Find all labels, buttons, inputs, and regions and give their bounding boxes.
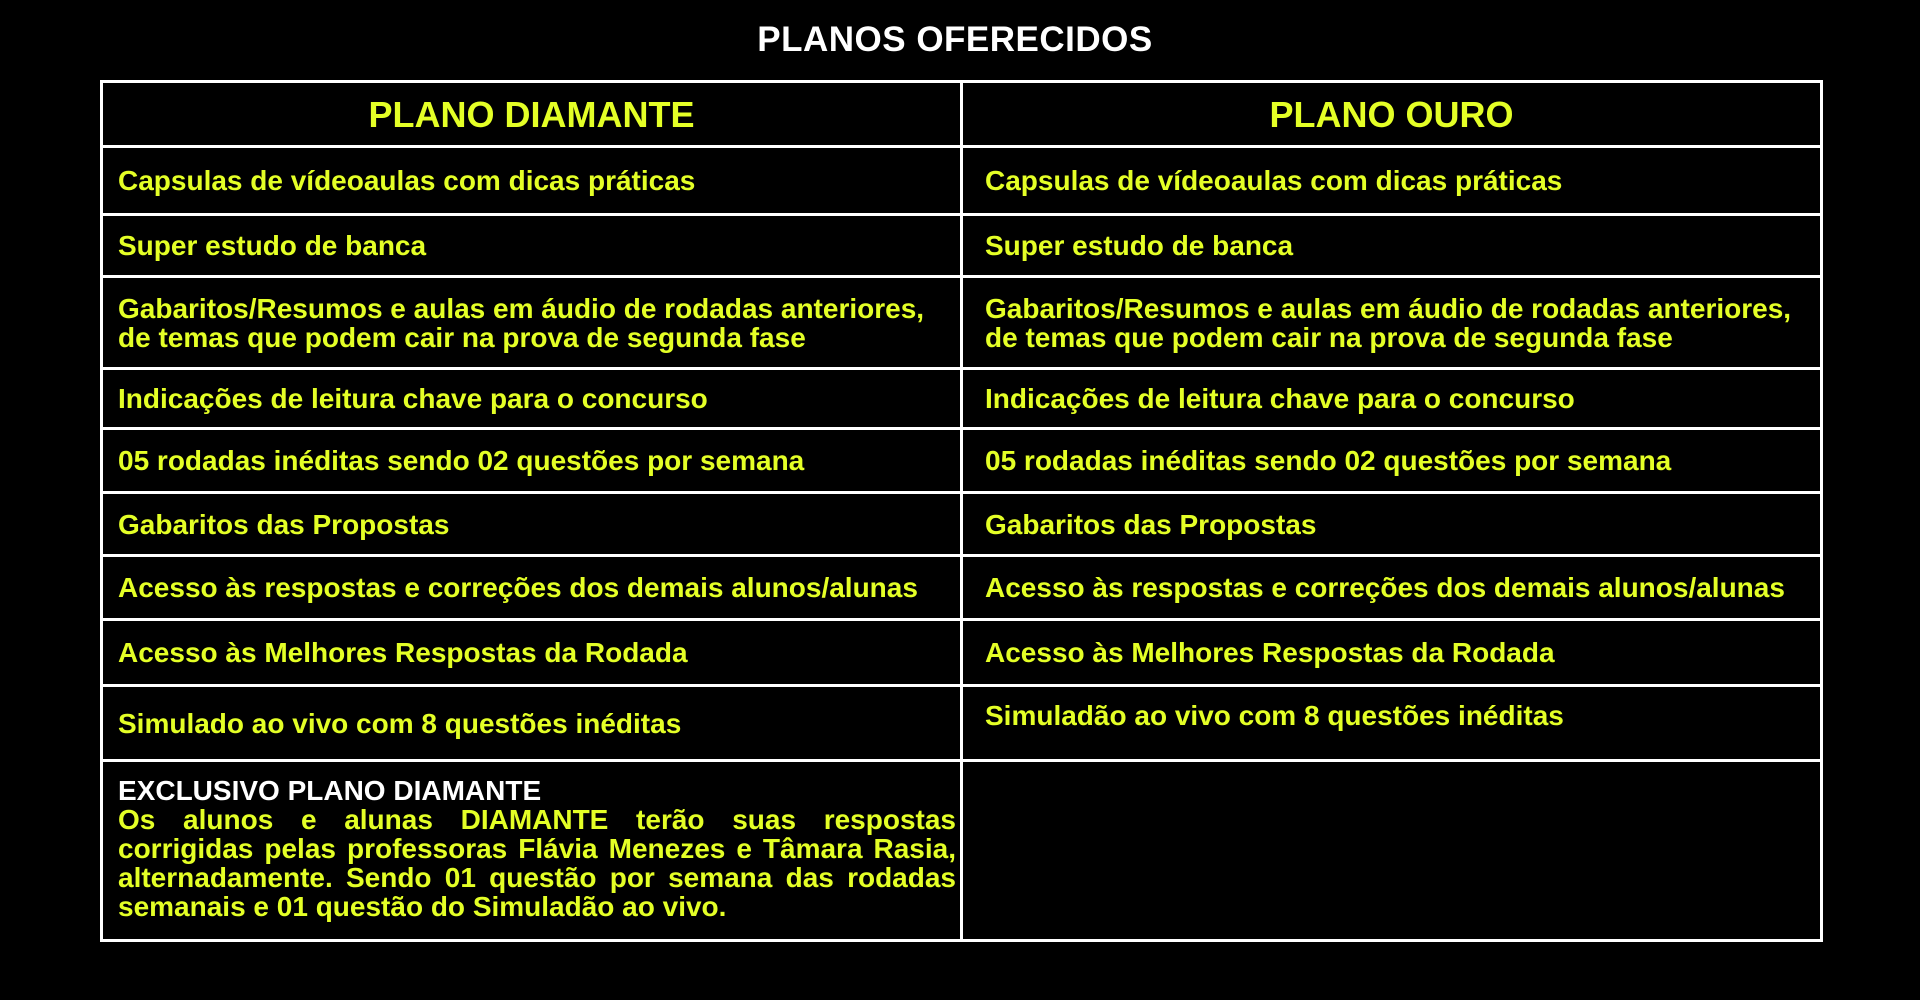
ouro-feature-cell: Gabaritos das Propostas bbox=[962, 493, 1822, 556]
exclusive-body: Os alunos e alunas DIAMANTE terão suas respostas corrigidas pelas professoras Flávia Menezes e Tâmara Rasia, alternadamente. Sendo 01 questão por semana das rodadas semanais e 01 questão do Simuladão ao vivo. bbox=[118, 804, 956, 922]
ouro-feature-cell: Super estudo de banca bbox=[962, 215, 1822, 277]
exclusive-diamante-cell bbox=[102, 761, 962, 941]
exclusive-ouro-cell-empty bbox=[962, 761, 1822, 941]
table-row-exclusive bbox=[102, 761, 1822, 941]
exclusive-title: EXCLUSIVO PLANO DIAMANTE bbox=[118, 775, 542, 806]
diamante-feature-cell: 05 rodadas inéditas sendo 02 questões por semana bbox=[102, 429, 962, 493]
table-row bbox=[102, 686, 1822, 761]
diamante-feature-cell: Gabaritos/Resumos e aulas em áudio de rodadas anteriores, de temas que podem cair na prova de segunda fase bbox=[102, 277, 962, 369]
ouro-feature-cell: Acesso às Melhores Respostas da Rodada bbox=[962, 620, 1822, 686]
table-row bbox=[102, 620, 1822, 686]
diamante-feature-cell: Capsulas de vídeoaulas com dicas práticas bbox=[102, 147, 962, 215]
table-row bbox=[102, 147, 1822, 215]
table-row bbox=[102, 493, 1822, 556]
diamante-feature-cell: Gabaritos das Propostas bbox=[102, 493, 962, 556]
diamante-feature-cell: Simulado ao vivo com 8 questões inéditas bbox=[102, 686, 962, 761]
table-row bbox=[102, 277, 1822, 369]
diamante-feature-cell: Super estudo de banca bbox=[102, 215, 962, 277]
table-row bbox=[102, 215, 1822, 277]
diamante-feature-cell: Acesso às respostas e correções dos demais alunos/alunas bbox=[102, 556, 962, 620]
plans-table bbox=[100, 80, 1823, 942]
ouro-feature-cell: Simuladão ao vivo com 8 questões inéditas bbox=[962, 686, 1822, 761]
diamante-feature-cell: Acesso às Melhores Respostas da Rodada bbox=[102, 620, 962, 686]
header-plano-diamante: PLANO DIAMANTE bbox=[102, 82, 962, 147]
table-row bbox=[102, 429, 1822, 493]
ouro-feature-cell: Indicações de leitura chave para o concurso bbox=[962, 369, 1822, 429]
ouro-feature-cell: Acesso às respostas e correções dos demais alunos/alunas bbox=[962, 556, 1822, 620]
page-title: PLANOS OFERECIDOS bbox=[757, 20, 1153, 59]
diamante-feature-cell: Indicações de leitura chave para o concurso bbox=[102, 369, 962, 429]
ouro-feature-cell: Gabaritos/Resumos e aulas em áudio de rodadas anteriores, de temas que podem cair na prova de segunda fase bbox=[962, 277, 1822, 369]
table-row bbox=[102, 556, 1822, 620]
ouro-feature-cell: 05 rodadas inéditas sendo 02 questões por semana bbox=[962, 429, 1822, 493]
table-row bbox=[102, 369, 1822, 429]
ouro-feature-cell: Capsulas de vídeoaulas com dicas práticas bbox=[962, 147, 1822, 215]
table-header-row bbox=[102, 82, 1822, 147]
header-plano-ouro: PLANO OURO bbox=[962, 82, 1822, 147]
